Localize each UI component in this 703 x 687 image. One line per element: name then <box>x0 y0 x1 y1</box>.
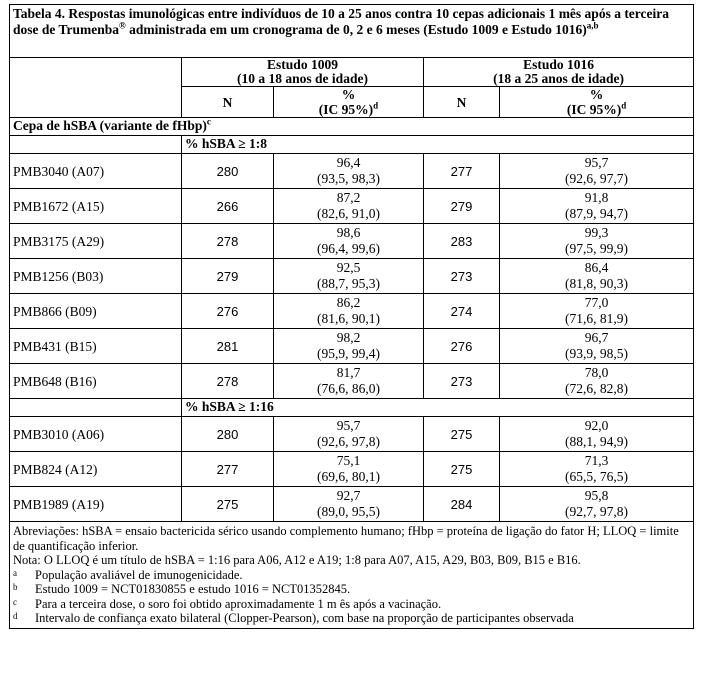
pct-1016-cell <box>500 154 694 189</box>
ci-value: (95,9, 99,4) <box>317 345 380 361</box>
study-1016-subtitle: (18 a 25 anos de idade) <box>493 71 624 86</box>
footnote-mark: b <box>13 582 18 592</box>
strain-cell <box>10 329 182 364</box>
strain-name: PMB3010 (A06) <box>13 426 105 442</box>
ci-value: (88,1, 94,9) <box>565 433 629 449</box>
pct-1016-cell <box>500 224 694 259</box>
pct-1016-cell <box>500 487 694 522</box>
footnote-item <box>13 582 690 597</box>
footnote-mark: a <box>13 567 17 578</box>
pct-value: 92,0 <box>584 418 609 433</box>
header-empty-cell <box>10 58 182 118</box>
study-1009-title: Estudo 1009 <box>267 57 338 72</box>
n-1009-cell <box>182 259 274 294</box>
pct-value: 96,4 <box>336 155 361 170</box>
table-row <box>10 364 694 399</box>
n-header-1016: N <box>424 87 500 118</box>
n-1009-cell <box>182 224 274 259</box>
pct-value: 77,0 <box>584 295 609 310</box>
study-1016-header <box>424 58 694 87</box>
pct-1009-cell <box>274 189 424 224</box>
ci-value: (88,7, 95,3) <box>317 275 380 291</box>
pct-value: 71,3 <box>584 453 609 468</box>
table-row <box>10 487 694 522</box>
study-1016-title: Estudo 1016 <box>523 57 594 72</box>
pct-1009-cell <box>274 364 424 399</box>
n-header-1009: N <box>182 87 274 118</box>
pct-value: 95,7 <box>336 418 361 433</box>
footnote-text: Estudo 1009 = NCT01830855 e estudo 1016 = NCT01352845. <box>35 582 351 596</box>
pct-value: 86,4 <box>584 260 609 275</box>
ci-value: (82,6, 91,0) <box>317 205 380 221</box>
strain-header-text: Cepa de hSBA (variante de fHbp) <box>13 118 207 133</box>
footnote-text: População avaliável de imunogenicidade. <box>35 567 243 582</box>
n-value: 273 <box>450 373 473 389</box>
table-row <box>10 259 694 294</box>
pct-label: % <box>589 87 604 102</box>
pct-value: 96,7 <box>584 330 609 345</box>
table-row <box>10 224 694 259</box>
pct-header-1016 <box>500 87 694 118</box>
strain-cell <box>10 364 182 399</box>
n-value: 277 <box>450 163 473 179</box>
table-row <box>10 417 694 452</box>
section-threshold-label: % hSBA ≥ 1:8 <box>182 136 694 154</box>
pct-value: 98,6 <box>336 225 361 240</box>
ci-value: (92,6, 97,7) <box>565 170 629 186</box>
strain-cell <box>10 417 182 452</box>
pct-value: 87,2 <box>336 190 361 205</box>
ci-footnote-mark: d <box>373 100 379 111</box>
table-footnotes <box>10 522 694 629</box>
ci-label <box>277 102 420 117</box>
n-value: 275 <box>450 461 473 477</box>
pct-value: 95,7 <box>584 155 609 170</box>
abbreviations-note: Abreviações: hSBA = ensaio bactericida sérico usando complemento humano; fHbp = proteína de ligação do fator H; LLOQ = limite de quantificação inferior. <box>13 524 679 553</box>
strain-name: PMB431 (B15) <box>13 338 97 354</box>
pct-1016-cell <box>500 329 694 364</box>
strain-name: PMB866 (B09) <box>13 303 97 319</box>
pct-value: 92,5 <box>336 260 361 275</box>
footnote-mark: d <box>13 611 18 621</box>
pct-1016-cell <box>500 417 694 452</box>
n-value: 266 <box>216 198 239 214</box>
footnote-text: Intervalo de confiança exato bilateral (Clopper-Pearson), com base na proporção de participantes observada <box>35 611 574 625</box>
pct-1016-cell <box>500 259 694 294</box>
n-1009-cell <box>182 487 274 522</box>
n-1016-cell <box>424 417 500 452</box>
n-1016-cell <box>424 189 500 224</box>
n-1016-cell <box>424 364 500 399</box>
pct-header-1009 <box>274 87 424 118</box>
pct-1009-cell <box>274 417 424 452</box>
section-threshold-label: % hSBA ≥ 1:16 <box>182 399 694 417</box>
table-row <box>10 154 694 189</box>
pct-value: 75,1 <box>336 453 361 468</box>
ci-value: (93,9, 98,5) <box>565 345 629 361</box>
pct-1016-cell <box>500 294 694 329</box>
n-1016-cell <box>424 224 500 259</box>
n-1016-cell <box>424 294 500 329</box>
strain-cell <box>10 154 182 189</box>
n-value: 280 <box>216 163 239 179</box>
ci-value: (69,6, 80,1) <box>317 468 380 484</box>
ci-value: (92,7, 97,8) <box>565 503 629 519</box>
section-blank-cell <box>10 136 182 154</box>
pct-value: 78,0 <box>584 365 609 380</box>
pct-1009-cell <box>274 224 424 259</box>
strain-column-header <box>10 118 694 136</box>
n-1009-cell <box>182 154 274 189</box>
table-row <box>10 294 694 329</box>
n-1009-cell <box>182 417 274 452</box>
caption-registered-mark: ® <box>119 20 126 31</box>
strain-cell <box>10 487 182 522</box>
strain-name: PMB3175 (A29) <box>13 233 105 249</box>
ci-value: (81,6, 90,1) <box>317 310 380 326</box>
ci-footnote-mark: d <box>621 100 627 111</box>
caption-footnote-marks: a,b <box>586 20 599 31</box>
pct-1016-cell <box>500 364 694 399</box>
document-table-container <box>9 4 693 629</box>
n-1009-cell <box>182 452 274 487</box>
ci-value: (93,5, 98,3) <box>317 170 380 186</box>
n-value: 279 <box>450 198 473 214</box>
pct-value: 92,7 <box>336 488 361 503</box>
n-1016-cell <box>424 154 500 189</box>
n-value: 275 <box>216 496 239 512</box>
strain-cell <box>10 259 182 294</box>
n-value: 276 <box>450 338 473 354</box>
strain-name: PMB3040 (A07) <box>13 163 105 179</box>
ci-value: (65,5, 76,5) <box>565 468 629 484</box>
ci-text: (IC 95%) <box>318 102 374 117</box>
table-row <box>10 329 694 364</box>
ci-value: (81,8, 90,3) <box>565 275 629 291</box>
ci-value: (96,4, 99,6) <box>317 240 380 256</box>
footnote-item <box>13 568 690 583</box>
ci-value: (76,6, 86,0) <box>317 380 380 396</box>
n-1009-cell <box>182 329 274 364</box>
strain-cell <box>10 452 182 487</box>
n-1016-cell <box>424 259 500 294</box>
pct-value: 86,2 <box>336 295 361 310</box>
pct-value: 98,2 <box>336 330 361 345</box>
pct-label: % <box>341 87 356 102</box>
strain-name: PMB1672 (A15) <box>13 198 105 214</box>
strain-name: PMB1256 (B03) <box>13 268 104 284</box>
n-value: 276 <box>216 303 239 319</box>
n-1016-cell <box>424 452 500 487</box>
study-1009-subtitle: (10 a 18 anos de idade) <box>237 71 368 86</box>
pct-1009-cell <box>274 154 424 189</box>
pct-1009-cell <box>274 294 424 329</box>
strain-name: PMB1989 (A19) <box>13 496 105 512</box>
n-1009-cell <box>182 294 274 329</box>
table-row <box>10 189 694 224</box>
table-row <box>10 452 694 487</box>
n-value: 277 <box>216 461 239 477</box>
footnote-list <box>13 568 690 626</box>
strain-name: PMB648 (B16) <box>13 373 97 389</box>
pct-value: 99,3 <box>584 225 609 240</box>
n-1016-cell <box>424 329 500 364</box>
footnote-item <box>13 611 690 626</box>
immune-response-table <box>9 4 694 629</box>
n-value: 274 <box>450 303 473 319</box>
strain-cell <box>10 294 182 329</box>
ci-text: (IC 95%) <box>566 102 622 117</box>
strain-cell <box>10 189 182 224</box>
study-1009-header <box>182 58 424 87</box>
ci-label <box>503 102 690 117</box>
lloq-note: Nota: O LLOQ é um título de hSBA = 1:16 para A06, A12 e A19; 1:8 para A07, A15, A29, B03, B09, B15 e B16. <box>13 553 581 567</box>
ci-value: (71,6, 81,9) <box>565 310 629 326</box>
ci-value: (89,0, 95,5) <box>317 503 380 519</box>
pct-1009-cell <box>274 329 424 364</box>
n-value: 273 <box>450 268 473 284</box>
pct-value: 95,8 <box>584 488 609 503</box>
pct-1009-cell <box>274 259 424 294</box>
n-value: 281 <box>216 338 239 354</box>
pct-value: 91,8 <box>584 190 609 205</box>
n-value: 275 <box>450 426 473 442</box>
n-value: 279 <box>216 268 239 284</box>
ci-value: (87,9, 94,7) <box>565 205 629 221</box>
section-blank-cell <box>10 399 182 417</box>
pct-1016-cell <box>500 452 694 487</box>
n-1009-cell <box>182 364 274 399</box>
n-value: 284 <box>450 496 473 512</box>
ci-value: (72,6, 82,8) <box>565 380 629 396</box>
caption-text: Tabela 4. Respostas imunológicas entre indivíduos de 10 a 25 anos contra 10 cepas adicionais 1 mês após a terceira dose de Trumenba <box>13 6 670 37</box>
strain-cell <box>10 224 182 259</box>
n-1016-cell <box>424 487 500 522</box>
ci-value: (92,6, 97,8) <box>317 433 380 449</box>
n-value: 278 <box>216 373 239 389</box>
footnote-text: Para a terceira dose, o soro foi obtido aproximadamente 1 m ês após a vacinação. <box>35 596 442 611</box>
pct-1009-cell <box>274 487 424 522</box>
pct-1009-cell <box>274 452 424 487</box>
caption-text-2: administrada em um cronograma de 0, 2 e 6 meses (Estudo 1009 e Estudo 1016) <box>125 22 587 37</box>
footnote-mark: c <box>13 596 17 607</box>
footnote-item <box>13 597 690 612</box>
pct-1016-cell <box>500 189 694 224</box>
table-caption <box>10 5 694 58</box>
pct-value: 81,7 <box>336 365 361 380</box>
strain-name: PMB824 (A12) <box>13 461 98 477</box>
n-value: 280 <box>216 426 239 442</box>
n-1009-cell <box>182 189 274 224</box>
n-value: 278 <box>216 233 239 249</box>
strain-footnote-mark: c <box>206 116 211 127</box>
n-value: 283 <box>450 233 473 249</box>
ci-value: (97,5, 99,9) <box>565 240 629 256</box>
